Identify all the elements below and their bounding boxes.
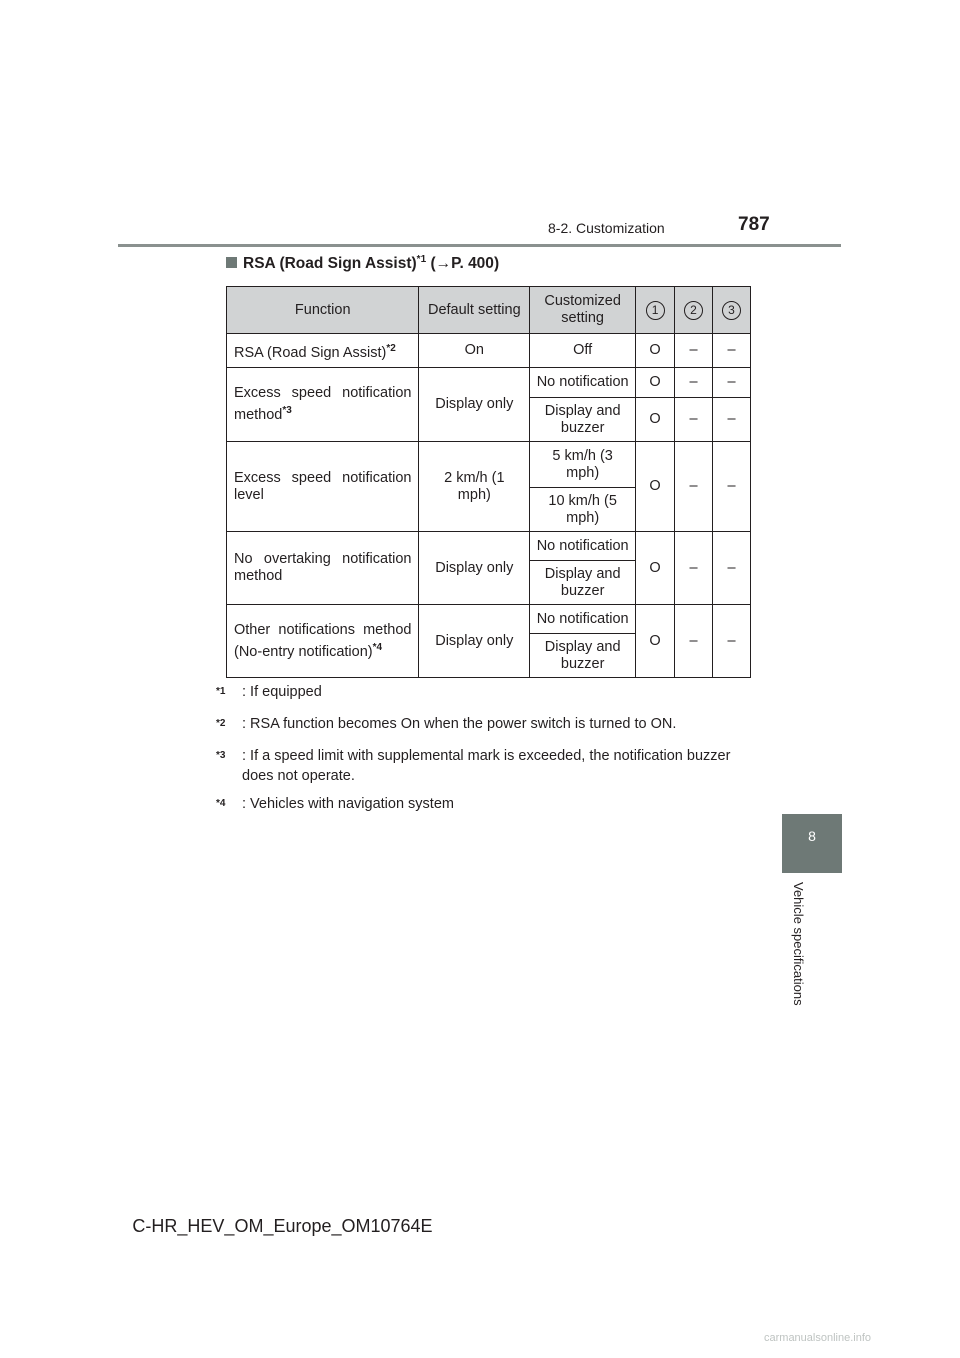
- circled-number-1-icon: 1: [646, 301, 665, 320]
- watermark: carmanualsonline.info: [764, 1332, 872, 1344]
- header-col-1: [636, 287, 675, 334]
- col1-cell: O: [636, 532, 675, 605]
- col3-cell: –: [713, 368, 751, 398]
- header-default-setting: Default setting: [419, 287, 530, 334]
- table-row: [227, 334, 751, 368]
- col2-cell: –: [675, 368, 713, 398]
- chapter-tab-label: Vehicle specifications: [791, 882, 806, 1006]
- col2-cell: –: [675, 605, 713, 678]
- default-cell: Display only: [419, 605, 530, 678]
- custom-cell: No notification: [530, 605, 636, 634]
- function-cell: [227, 334, 419, 368]
- col1-cell: O: [636, 398, 675, 442]
- header-customized-setting: Customized setting: [530, 287, 636, 334]
- function-name: Other notifications method (No-entry notification): [234, 621, 412, 660]
- section-title-text: RSA (Road Sign Assist): [243, 255, 417, 273]
- footnote-marker: *4: [372, 641, 383, 653]
- col2-cell: –: [675, 532, 713, 605]
- arrow-icon: →: [435, 255, 452, 273]
- footnote-text: : If equipped: [242, 684, 322, 700]
- chapter-tab-number: 8: [808, 828, 816, 844]
- col1-cell: O: [636, 442, 675, 532]
- col3-cell: –: [713, 442, 751, 532]
- circled-number-2-icon: 2: [684, 301, 703, 320]
- function-cell: Excess speed notification level: [227, 442, 419, 532]
- footnote-text: : RSA function becomes On when the power switch is turned to ON.: [242, 715, 677, 732]
- function-name: Excess speed notification method: [234, 385, 412, 423]
- square-bullet-icon: [226, 257, 237, 268]
- footnote-text: : Vehicles with navigation system: [242, 795, 454, 812]
- function-name: RSA (Road Sign Assist): [234, 344, 387, 361]
- footnote: [216, 682, 756, 706]
- col1-cell: O: [636, 334, 675, 368]
- custom-cell: Display and buzzer: [530, 634, 636, 678]
- footnote: [216, 794, 756, 818]
- col2-cell: –: [675, 442, 713, 532]
- header-function: Function: [227, 287, 419, 334]
- table-row: [227, 368, 751, 398]
- custom-cell: No notification: [530, 532, 636, 561]
- default-cell: Display only: [419, 368, 530, 442]
- col2-cell: –: [675, 398, 713, 442]
- custom-cell: Off: [530, 334, 636, 368]
- footnote-marker: *1: [416, 254, 427, 265]
- reference-open: (: [430, 255, 436, 273]
- custom-cell: Display and buzzer: [530, 398, 636, 442]
- footnote-mark: *3: [216, 749, 226, 761]
- default-cell: 2 km/h (1 mph): [419, 442, 530, 532]
- header-divider: [118, 244, 841, 247]
- circled-number-3-icon: 3: [722, 301, 741, 320]
- header-col-3: [713, 287, 751, 334]
- custom-cell: 5 km/h (3 mph): [530, 442, 636, 488]
- page-reference-link[interactable]: P. 400: [451, 255, 494, 273]
- custom-cell: No notification: [530, 368, 636, 398]
- customization-table: [226, 286, 751, 678]
- header-section-title: 8-2. Customization: [548, 220, 665, 236]
- page-number: 787: [738, 214, 770, 235]
- footnote-mark: *4: [216, 797, 226, 809]
- function-cell: [227, 368, 419, 442]
- footnote-marker: *2: [386, 342, 396, 354]
- footnote-mark: *2: [216, 717, 226, 729]
- reference-close: ): [493, 255, 500, 273]
- footnote-mark: *1: [216, 686, 226, 697]
- header-col-2: [675, 287, 713, 334]
- default-cell: Display only: [419, 532, 530, 605]
- table-row: [227, 605, 751, 634]
- footnote-text: : If a speed limit with supplemental mark is exceeded, the notification buzzer does not operate.: [242, 747, 731, 784]
- custom-cell: 10 km/h (5 mph): [530, 488, 636, 532]
- col1-cell: O: [636, 368, 675, 398]
- col1-cell: O: [636, 605, 675, 678]
- function-cell: [227, 605, 419, 678]
- col3-cell: –: [713, 532, 751, 605]
- col3-cell: –: [713, 334, 751, 368]
- col3-cell: –: [713, 605, 751, 678]
- section-title: [226, 254, 499, 273]
- function-cell: No overtaking notification method: [227, 532, 419, 605]
- footnote: [216, 714, 756, 738]
- default-cell: On: [419, 334, 530, 368]
- col3-cell: –: [713, 398, 751, 442]
- document-id: C-HR_HEV_OM_Europe_OM10764E: [132, 1216, 433, 1236]
- table-row: [227, 532, 751, 561]
- footnote-marker: *3: [282, 405, 292, 417]
- footnote: [216, 746, 756, 786]
- custom-cell: Display and buzzer: [530, 561, 636, 605]
- footnotes: [216, 682, 756, 825]
- table-header-row: [227, 287, 751, 334]
- table-row: [227, 442, 751, 488]
- col2-cell: –: [675, 334, 713, 368]
